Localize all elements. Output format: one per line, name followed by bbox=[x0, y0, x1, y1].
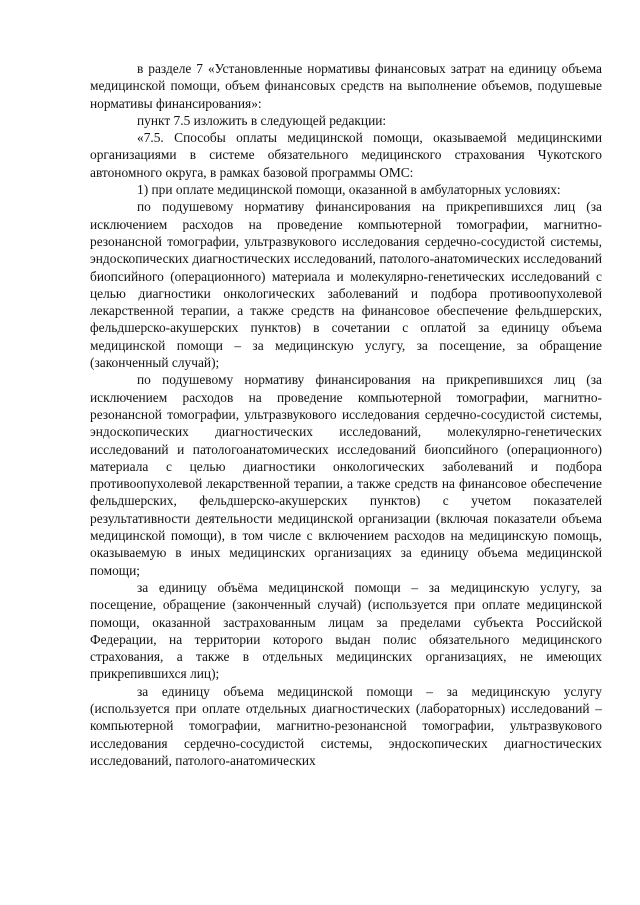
paragraph-item-7-5: «7.5. Способы оплаты медицинской помощи, оказываемой медицинскими организациями в системе обязательного медицинского страхования Чукотского автономного округа, в рамках базовой программы ОМС: bbox=[90, 130, 602, 180]
paragraph-unit-volume-1: за единицу объёма медицинской помощи – за медицинскую услугу, за посещение, обращение (законченный случай) (используется при оплате медицинской помощи, оказанной застрахованным лицам за пределами субъекта Российской Федерации, на территории которого выдан полис обязательного медицинского страхования, а также в отдельных медицинских организациях, не имеющих прикрепившихся лиц); bbox=[90, 579, 602, 682]
paragraph-per-capita-2: по подушевому нормативу финансирования на прикрепившихся лиц (за исключением расходов на проведение компьютерной томографии, магнитно-резонансной томографии, ультразвукового исследования сердечно-сосудистой системы, эндоскопических диагностических исследований, молекулярно-генетических исследований и патологоанатомических исследований биопсийного (операционного) материала с целью диагностики онкологических заболеваний и подбора противоопухолевой лекарственной терапии, а также средств на финансовое обеспечение фельдшерских, фельдшерско-акушерских пунктов) с учетом показателей результативности деятельности медицинской организации (включая показатели объема медицинской помощи), в том числе с включением расходов на медицинскую помощь, оказываемую в иных медицинских организациях за единицу объема медицинской помощи; bbox=[90, 372, 602, 578]
paragraph-item-7-5-instruction: пункт 7.5 изложить в следующей редакции: bbox=[137, 112, 387, 128]
paragraph-per-capita-1: по подушевому нормативу финансирования на прикрепившихся лиц (за исключением расходов на проведение компьютерной томографии, магнитно-резонансной томографии, ультразвукового исследования сердечно-сосудистой системы, эндоскопических диагностических исследований, патолого-анатомических исследований биопсийного (операционного) материала и молекулярно-генетических исследований с целью диагностики онкологических заболеваний и подбора противоопухолевой лекарственной терапии, а также средств на финансовое обеспечение фельдшерских, фельдшерско-акушерских пунктов) в сочетании с оплатой за единицу объема медицинской помощи – за медицинскую услугу, за посещение, за обращение (законченный случай); bbox=[90, 199, 602, 371]
paragraph-ambulatory: 1) при оплате медицинской помощи, оказанной в амбулаторных условиях: bbox=[137, 182, 561, 198]
document-page bbox=[90, 60, 602, 769]
paragraph-section-7: в разделе 7 «Установленные нормативы финансовых затрат на единицу объема медицинской помощи, объем финансовых средств на выполнение объемов, подушевые нормативы финансирования»: bbox=[90, 61, 602, 111]
paragraph-unit-volume-2: за единицу объема медицинской помощи – за медицинскую услугу (используется при оплате отдельных диагностических (лабораторных) исследований – компьютерной томографии, магнитно-резонансной томографии, ультразвукового исследования сердечно-сосудистой системы, эндоскопических диагностических исследований, патолого-анатомических bbox=[90, 683, 602, 768]
